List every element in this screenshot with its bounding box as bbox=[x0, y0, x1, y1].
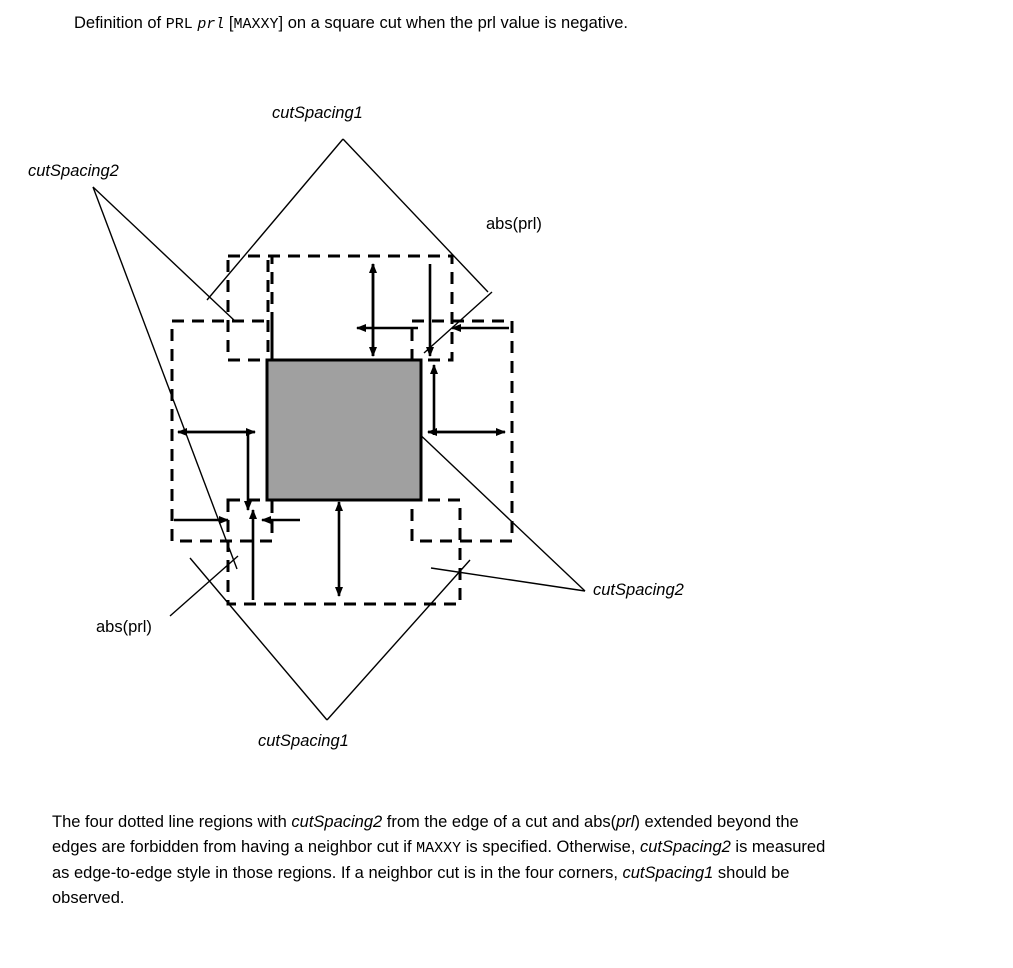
page-title bbox=[74, 12, 628, 36]
caption-option: MAXXY bbox=[233, 16, 279, 33]
label-cut-spacing1-bottom: cutSpacing1 bbox=[258, 732, 349, 750]
label-cut-spacing1-top: cutSpacing1 bbox=[272, 104, 363, 122]
label-cut-spacing2-top-left: cutSpacing2 bbox=[28, 162, 119, 180]
desc-part5: is measured as edge-to-edge style in those regions. If a neighbor cut is in the four corners, bbox=[52, 838, 826, 882]
label-abs-prl-bottom-left: abs(prl) bbox=[96, 618, 152, 636]
desc-part1: The four dotted line regions with bbox=[52, 813, 292, 831]
caption-suffix: on a square cut when the prl value is negative. bbox=[283, 14, 629, 32]
desc-em1: cutSpacing2 bbox=[291, 813, 383, 831]
label-abs-prl-top-right: abs(prl) bbox=[486, 215, 542, 233]
description-paragraph bbox=[52, 810, 842, 911]
label-cut-spacing2-bottom-right: cutSpacing2 bbox=[593, 581, 684, 599]
diagram-svg bbox=[0, 60, 1013, 780]
desc-part3: ) extended beyond the edges are forbidden from having a neighbor cut if bbox=[52, 813, 799, 856]
caption-param: prl bbox=[197, 16, 225, 33]
desc-em4: cutSpacing1 bbox=[622, 864, 714, 882]
desc-em3: cutSpacing2 bbox=[640, 838, 731, 856]
desc-part4: is specified. Otherwise, bbox=[461, 838, 640, 856]
diagram bbox=[0, 60, 1013, 780]
desc-em2: prl bbox=[616, 813, 635, 831]
caption-keyword: PRL bbox=[165, 16, 193, 33]
caption-bracket-open: [ bbox=[224, 14, 234, 32]
dashed-region-bottom bbox=[228, 500, 460, 604]
desc-part6: should be observed. bbox=[52, 864, 790, 907]
caption-bracket-close: ] bbox=[278, 14, 284, 32]
dashed-region-top-left-corner bbox=[228, 256, 272, 360]
desc-mono1: MAXXY bbox=[416, 840, 462, 857]
desc-part2: from the edge of a cut and abs( bbox=[382, 813, 617, 831]
dashed-region-top bbox=[268, 256, 452, 360]
cut-shape bbox=[267, 360, 421, 500]
caption-prefix: Definition of bbox=[74, 14, 166, 32]
